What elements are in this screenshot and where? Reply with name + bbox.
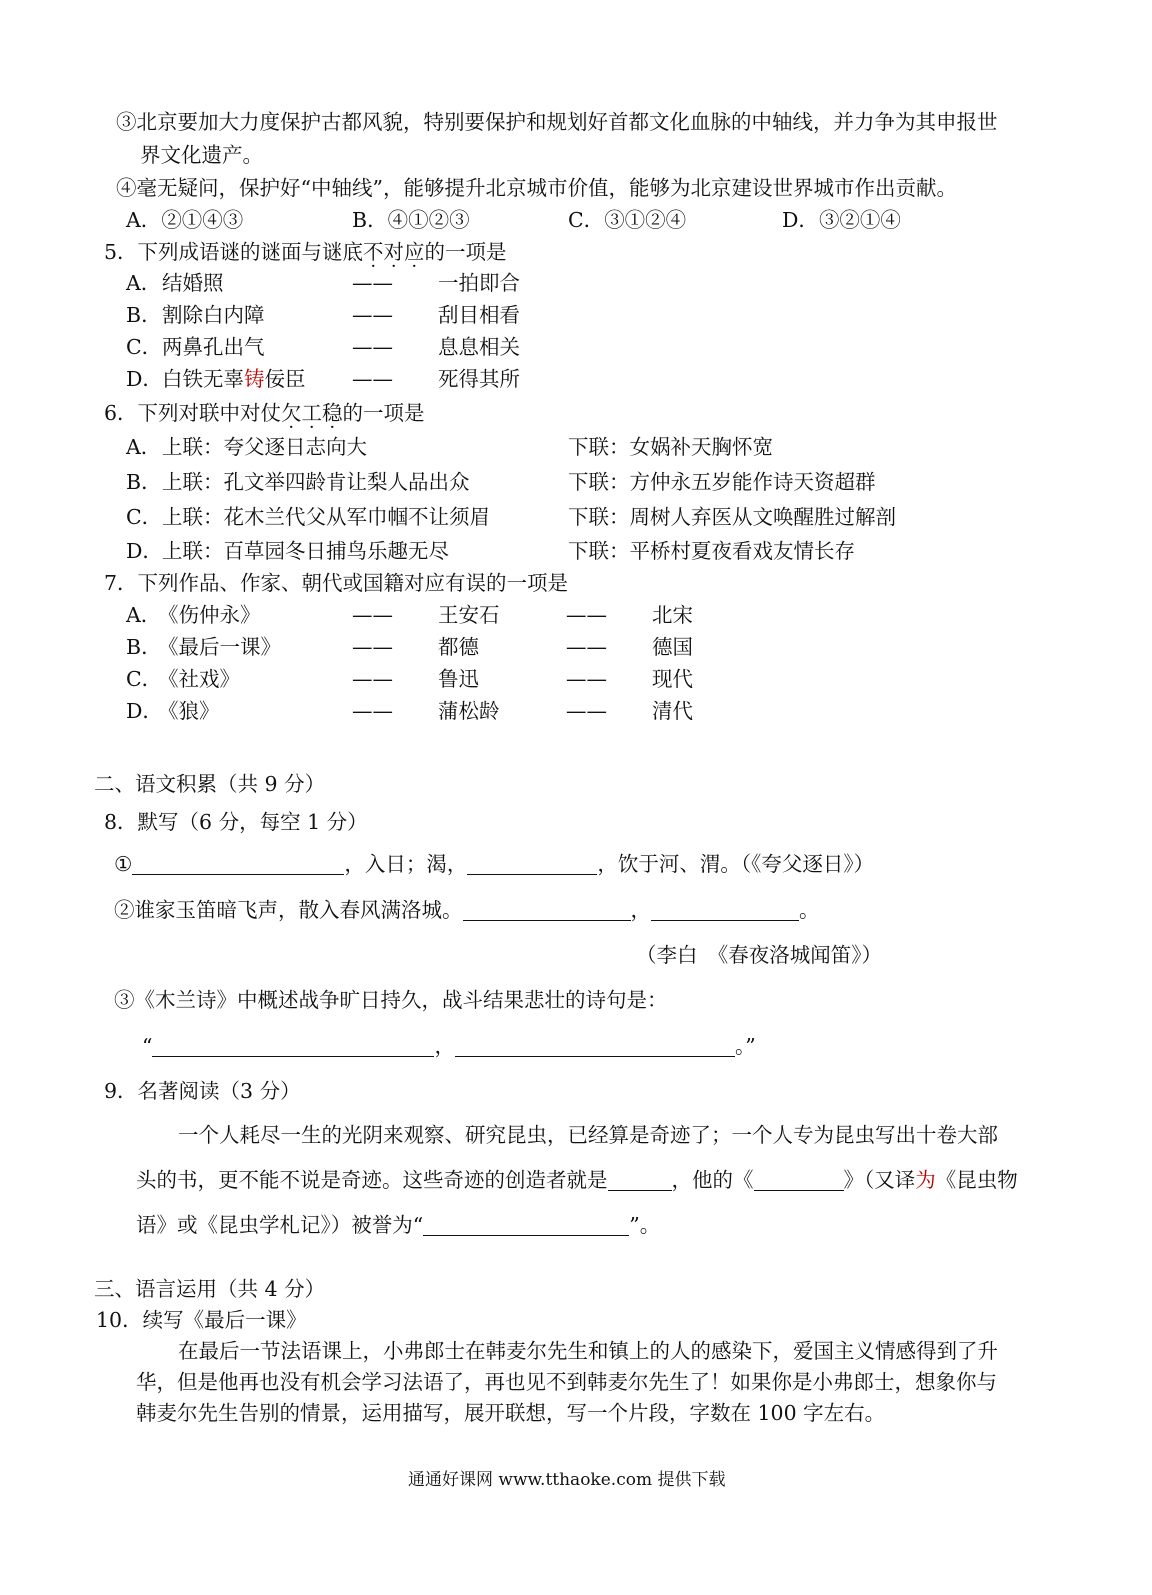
q7-row-c-work: 《社戏》 bbox=[158, 667, 240, 691]
q5-stem: 5．下列成语谜的谜面与谜底不对应的一项是 bbox=[104, 240, 507, 264]
q5-row-d-label: D． bbox=[126, 367, 163, 391]
q4-option-b: B．④①②③ bbox=[352, 208, 470, 232]
q5-row-d-answer: 死得其所 bbox=[438, 367, 520, 391]
q5-row-c-answer: 息息相关 bbox=[438, 335, 520, 359]
q7-row-d-label: D． bbox=[126, 699, 163, 723]
q8-item3: ③《木兰诗》中概述战争旷日持久，战斗结果悲壮的诗句是： bbox=[114, 988, 668, 1012]
q4-item3-line1: ③北京要加大力度保护古都风貌，特别要保护和规划好首都文化血脉的中轴线，并力争为其申报世 bbox=[116, 110, 998, 134]
q6-row-b-lower: 下联：方仲永五岁能作诗天资超群 bbox=[568, 470, 876, 494]
q6-stem: 6．下列对联中对仗欠工稳的一项是 bbox=[104, 401, 425, 425]
q5-row-b-riddle: 割除白内障 bbox=[162, 303, 265, 327]
q7-row-b-dash1: —— bbox=[352, 635, 393, 659]
q5-row-a-riddle: 结婚照 bbox=[162, 271, 224, 295]
q7-row-b-dash2: —— bbox=[566, 635, 607, 659]
q7-stem: 7．下列作品、作家、朝代或国籍对应有误的一项是 bbox=[104, 571, 569, 595]
q6-row-a-label: A． bbox=[126, 435, 162, 459]
q7-row-c-author: 鲁迅 bbox=[438, 667, 479, 691]
q5-row-d-dash: —— bbox=[352, 367, 393, 391]
q9-line3: 语》或《昆虫学札记》）被誉为“ ”。 bbox=[136, 1213, 661, 1237]
q10-line1: 在最后一节法语课上，小弗郎士在韩麦尔先生和镇上的人的感染下，爱国主义情感得到了升 bbox=[178, 1339, 998, 1363]
q8-blank-4[interactable] bbox=[651, 898, 799, 921]
q7-row-c-dash1: —— bbox=[352, 667, 393, 691]
q9-stem: 9．名著阅读（3 分） bbox=[104, 1079, 301, 1103]
q7-row-d-dash1: —— bbox=[352, 699, 393, 723]
q8-item3-answer-line: “ ， 。” bbox=[142, 1034, 756, 1058]
q4-item3-line2: 界文化遗产。 bbox=[140, 143, 263, 167]
q7-row-c-label: C． bbox=[126, 667, 163, 691]
q6-row-c-upper: 上联：花木兰代父从军巾帼不让须眉 bbox=[162, 505, 490, 529]
q8-stem: 8．默写（6 分，每空 1 分） bbox=[104, 810, 368, 834]
q4-option-a: A．②①④③ bbox=[126, 208, 244, 232]
q5-row-d-riddle: 白铁无辜铸佞臣 bbox=[162, 367, 306, 391]
section3-title: 三、语言运用（共 4 分） bbox=[94, 1277, 326, 1301]
q8-blank-5[interactable] bbox=[152, 1034, 434, 1057]
q10-stem: 10．续写《最后一课》 bbox=[96, 1308, 307, 1332]
q9-blank-book[interactable] bbox=[754, 1168, 844, 1191]
q5-row-b-dash: —— bbox=[352, 303, 393, 327]
q8-item2-source: （李白 《春夜洛城闻笛》） bbox=[636, 943, 882, 967]
q7-row-d-author: 蒲松龄 bbox=[438, 699, 500, 723]
q7-row-a-author: 王安石 bbox=[438, 603, 500, 627]
q5-row-b-label: B． bbox=[126, 303, 162, 327]
q7-row-b-author: 都德 bbox=[438, 635, 479, 659]
q5-row-c-riddle: 两鼻孔出气 bbox=[162, 335, 265, 359]
q7-row-a-label: A． bbox=[126, 603, 162, 627]
q8-blank-3[interactable] bbox=[463, 898, 631, 921]
q7-row-c-dash2: —— bbox=[566, 667, 607, 691]
q4-item4: ④毫无疑问，保护好“中轴线”，能够提升北京城市价值，能够为北京建设世界城市作出贡献。 bbox=[116, 176, 957, 200]
q6-row-b-label: B． bbox=[126, 470, 162, 494]
q8-item1: ① ，入日；渴， ，饮于河、渭。（《夸父逐日》） bbox=[114, 852, 875, 876]
q6-row-c-lower: 下联：周树人弃医从文唤醒胜过解剖 bbox=[568, 505, 896, 529]
q9-blank-author[interactable] bbox=[608, 1168, 672, 1191]
q5-row-b-answer: 刮目相看 bbox=[438, 303, 520, 327]
q7-row-b-label: B． bbox=[126, 635, 162, 659]
q7-row-a-work: 《伤仲永》 bbox=[158, 603, 261, 627]
q6-row-d-label: D． bbox=[126, 539, 163, 563]
q6-row-c-label: C． bbox=[126, 505, 163, 529]
q7-row-a-era: 北宋 bbox=[652, 603, 693, 627]
highlighted-character: 铸 bbox=[244, 367, 265, 391]
q9-line1: 一个人耗尽一生的光阴来观察、研究昆虫，已经算是奇迹了；一个人专为昆虫写出十卷大部 bbox=[178, 1123, 998, 1147]
q5-row-c-label: C． bbox=[126, 335, 163, 359]
footer-source: 通通好课网 www.tthaoke.com 提供下载 bbox=[408, 1470, 726, 1490]
q7-row-b-work: 《最后一课》 bbox=[158, 635, 281, 659]
q6-row-d-lower: 下联：平桥村夏夜看戏友情长存 bbox=[568, 539, 855, 563]
q9-line2: 头的书，更不能不说是奇迹。这些奇迹的创造者就是 ，他的《 》（又译为《昆虫物 bbox=[136, 1168, 1018, 1192]
highlighted-character: 为 bbox=[915, 1168, 936, 1192]
q8-blank-2[interactable] bbox=[467, 852, 597, 875]
q10-line2: 华，但是他再也没有机会学习法语了，再也见不到韩麦尔先生了！如果你是小弗郎士，想象你与 bbox=[136, 1370, 997, 1394]
q10-line3: 韩麦尔先生告别的情景，运用描写，展开联想，写一个片段，字数在 100 字左右。 bbox=[136, 1401, 886, 1425]
q5-row-a-label: A． bbox=[126, 271, 162, 295]
q6-row-a-lower: 下联：女娲补天胸怀宽 bbox=[568, 435, 773, 459]
q7-row-d-era: 清代 bbox=[652, 699, 693, 723]
q4-option-d: D．③②①④ bbox=[782, 208, 901, 232]
q7-row-d-dash2: —— bbox=[566, 699, 607, 723]
q9-blank-title[interactable] bbox=[423, 1213, 629, 1236]
q6-row-d-upper: 上联：百草园冬日捕鸟乐趣无尽 bbox=[162, 539, 449, 563]
q7-row-a-dash1: —— bbox=[352, 603, 393, 627]
q7-row-d-work: 《狼》 bbox=[158, 699, 220, 723]
q8-blank-1[interactable] bbox=[132, 852, 344, 875]
q7-row-c-era: 现代 bbox=[652, 667, 693, 691]
q7-row-b-era: 德国 bbox=[652, 635, 693, 659]
q8-item2: ②谁家玉笛暗飞声，散入春风满洛城。 ， 。 bbox=[114, 898, 820, 922]
q6-row-a-upper: 上联：夸父逐日志向大 bbox=[162, 435, 367, 459]
q8-blank-6[interactable] bbox=[455, 1034, 735, 1057]
section2-title: 二、语文积累（共 9 分） bbox=[94, 772, 326, 796]
q7-row-a-dash2: —— bbox=[566, 603, 607, 627]
q5-row-c-dash: —— bbox=[352, 335, 393, 359]
q5-row-a-answer: 一拍即合 bbox=[438, 271, 520, 295]
q6-row-b-upper: 上联：孔文举四龄肯让梨人品出众 bbox=[162, 470, 470, 494]
q4-option-c: C．③①②④ bbox=[568, 208, 687, 232]
q5-row-a-dash: —— bbox=[352, 271, 393, 295]
